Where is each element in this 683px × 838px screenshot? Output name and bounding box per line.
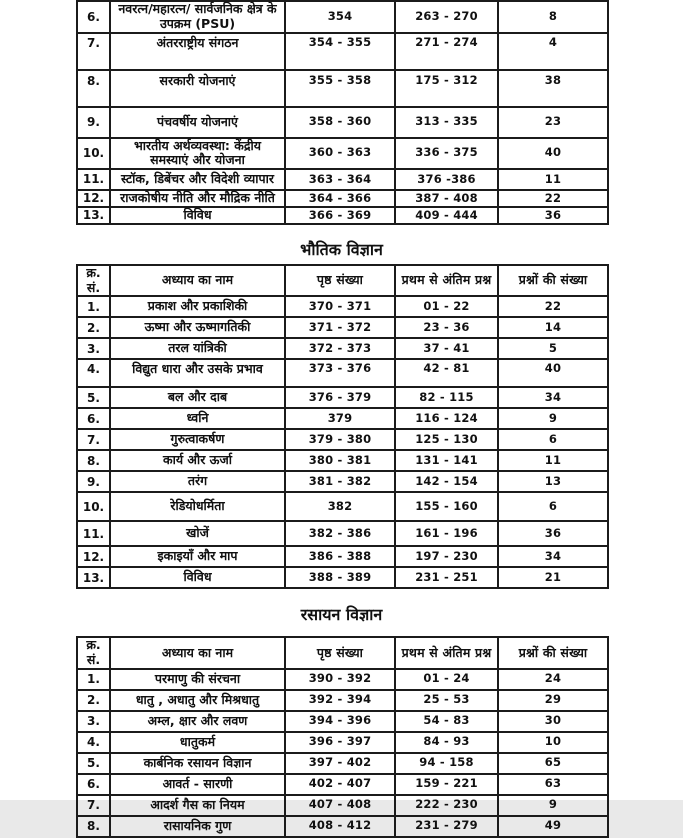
pages-cell: 380 - 381	[285, 450, 395, 471]
question-count-cell: 36	[498, 521, 608, 546]
pages-cell: 358 - 360	[285, 107, 395, 138]
table-row	[77, 690, 608, 711]
pages-cell: 370 - 371	[285, 296, 395, 317]
question-range-cell: 131 - 141	[395, 450, 498, 471]
question-range-cell: 263 - 270	[395, 1, 498, 33]
table-row	[77, 107, 608, 138]
serial-cell: 6.	[77, 408, 110, 429]
serial-cell: 9.	[77, 107, 110, 138]
column-header-serial: क्र. सं.	[77, 637, 110, 669]
pages-cell: 364 - 366	[285, 190, 395, 207]
pages-cell: 373 - 376	[285, 359, 395, 387]
serial-cell: 5.	[77, 387, 110, 408]
question-count-cell: 6	[498, 492, 608, 521]
question-range-cell: 161 - 196	[395, 521, 498, 546]
table-row	[77, 33, 608, 70]
question-range-cell: 222 - 230	[395, 795, 498, 816]
serial-cell: 11.	[77, 521, 110, 546]
table-row	[77, 774, 608, 795]
column-header-question-count: प्रश्नों की संख्या	[498, 637, 608, 669]
pages-cell: 397 - 402	[285, 753, 395, 774]
question-count-cell: 14	[498, 317, 608, 338]
table-row	[77, 387, 608, 408]
question-count-cell: 30	[498, 711, 608, 732]
pages-cell: 354	[285, 1, 395, 33]
question-count-cell: 6	[498, 429, 608, 450]
header-row	[77, 265, 608, 297]
question-count-cell: 40	[498, 138, 608, 170]
table-row	[77, 1, 608, 33]
pages-cell: 402 - 407	[285, 774, 395, 795]
question-range-cell: 125 - 130	[395, 429, 498, 450]
question-range-cell: 336 - 375	[395, 138, 498, 170]
chapter-cell: सरकारी योजनाएं	[110, 70, 285, 107]
section-title-chemistry: रसायन विज्ञान	[300, 605, 383, 625]
chapter-cell: आदर्श गैस का नियम	[110, 795, 285, 816]
question-count-cell: 22	[498, 190, 608, 207]
pages-cell: 379	[285, 408, 395, 429]
serial-cell: 1.	[77, 296, 110, 317]
question-count-cell: 29	[498, 690, 608, 711]
chapter-cell: स्टॉक, डिबेंचर और विदेशी व्यापार	[110, 169, 285, 190]
question-range-cell: 175 - 312	[395, 70, 498, 107]
chapter-cell: बल और दाब	[110, 387, 285, 408]
pages-cell: 394 - 396	[285, 711, 395, 732]
question-range-cell: 01 - 22	[395, 296, 498, 317]
serial-cell: 5.	[77, 753, 110, 774]
pages-cell: 376 - 379	[285, 387, 395, 408]
serial-cell: 2.	[77, 317, 110, 338]
chapter-cell: तरल यांत्रिकी	[110, 338, 285, 359]
question-range-cell: 197 - 230	[395, 546, 498, 567]
question-count-cell: 23	[498, 107, 608, 138]
pages-cell: 392 - 394	[285, 690, 395, 711]
table-row	[77, 408, 608, 429]
pages-cell: 408 - 412	[285, 816, 395, 837]
table-row	[77, 207, 608, 224]
table-row	[77, 190, 608, 207]
pages-cell: 360 - 363	[285, 138, 395, 170]
chapter-cell: कार्बनिक रसायन विज्ञान	[110, 753, 285, 774]
question-count-cell: 49	[498, 816, 608, 837]
pages-cell: 366 - 369	[285, 207, 395, 224]
column-header-pages: पृष्ठ संख्या	[285, 637, 395, 669]
pages-cell: 390 - 392	[285, 669, 395, 690]
table-row	[77, 169, 608, 190]
pages-cell: 371 - 372	[285, 317, 395, 338]
question-count-cell: 9	[498, 408, 608, 429]
chapter-cell: प्रकाश और प्रकाशिकी	[110, 296, 285, 317]
question-count-cell: 38	[498, 70, 608, 107]
question-count-cell: 13	[498, 471, 608, 492]
pages-cell: 379 - 380	[285, 429, 395, 450]
chapter-cell: रासायनिक गुण	[110, 816, 285, 837]
question-count-cell: 63	[498, 774, 608, 795]
serial-cell: 10.	[77, 492, 110, 521]
serial-cell: 10.	[77, 138, 110, 170]
question-count-cell: 34	[498, 387, 608, 408]
pages-cell: 355 - 358	[285, 70, 395, 107]
table-row	[77, 492, 608, 521]
pages-cell: 407 - 408	[285, 795, 395, 816]
serial-cell: 4.	[77, 732, 110, 753]
pages-cell: 396 - 397	[285, 732, 395, 753]
chapter-cell: भारतीय अर्थव्यवस्था: केंद्रीय समस्याएं और योजना	[110, 138, 285, 170]
question-range-cell: 159 - 221	[395, 774, 498, 795]
pages-cell: 386 - 388	[285, 546, 395, 567]
serial-cell: 12.	[77, 546, 110, 567]
serial-cell: 7.	[77, 795, 110, 816]
question-range-cell: 376 -386	[395, 169, 498, 190]
chapter-cell: परमाणु की संरचना	[110, 669, 285, 690]
table-row	[77, 816, 608, 837]
question-range-cell: 25 - 53	[395, 690, 498, 711]
serial-cell: 13.	[77, 567, 110, 588]
question-range-cell: 313 - 335	[395, 107, 498, 138]
table-row	[77, 546, 608, 567]
question-range-cell: 231 - 251	[395, 567, 498, 588]
table-row	[77, 711, 608, 732]
chapter-cell: अम्ल, क्षार और लवण	[110, 711, 285, 732]
column-header-serial: क्र. सं.	[77, 265, 110, 297]
chapter-cell: राजकोषीय नीति और मौद्रिक नीति	[110, 190, 285, 207]
chapter-cell: अंतरराष्ट्रीय संगठन	[110, 33, 285, 70]
table-row	[77, 296, 608, 317]
serial-cell: 6.	[77, 1, 110, 33]
question-range-cell: 37 - 41	[395, 338, 498, 359]
question-range-cell: 142 - 154	[395, 471, 498, 492]
serial-cell: 12.	[77, 190, 110, 207]
chapter-cell: धातु , अधातु और मिश्रधातु	[110, 690, 285, 711]
table-row	[77, 753, 608, 774]
column-header-pages: पृष्ठ संख्या	[285, 265, 395, 297]
question-range-cell: 409 - 444	[395, 207, 498, 224]
chapter-cell: नवरत्न/महारत्न/ सार्वजनिक क्षेत्र के उपक्रम (PSU)	[110, 1, 285, 33]
chapter-cell: खोजें	[110, 521, 285, 546]
table-row	[77, 669, 608, 690]
pages-cell: 381 - 382	[285, 471, 395, 492]
serial-cell: 6.	[77, 774, 110, 795]
toc-table-economics-partial	[76, 0, 609, 225]
question-count-cell: 40	[498, 359, 608, 387]
serial-cell: 8.	[77, 450, 110, 471]
toc-table-chemistry	[76, 636, 609, 838]
question-range-cell: 387 - 408	[395, 190, 498, 207]
table-row	[77, 429, 608, 450]
question-count-cell: 11	[498, 450, 608, 471]
question-count-cell: 36	[498, 207, 608, 224]
column-header-chapter: अध्याय का नाम	[110, 265, 285, 297]
chapter-cell: विविध	[110, 567, 285, 588]
question-count-cell: 10	[498, 732, 608, 753]
question-range-cell: 54 - 83	[395, 711, 498, 732]
serial-cell: 3.	[77, 338, 110, 359]
chapter-cell: ऊष्मा और ऊष्मागतिकी	[110, 317, 285, 338]
question-count-cell: 24	[498, 669, 608, 690]
question-range-cell: 271 - 274	[395, 33, 498, 70]
question-range-cell: 94 - 158	[395, 753, 498, 774]
header-row	[77, 637, 608, 669]
question-count-cell: 34	[498, 546, 608, 567]
table-row	[77, 359, 608, 387]
question-count-cell: 9	[498, 795, 608, 816]
serial-cell: 8.	[77, 70, 110, 107]
toc-table-physics	[76, 264, 609, 590]
question-range-cell: 116 - 124	[395, 408, 498, 429]
question-count-cell: 4	[498, 33, 608, 70]
question-range-cell: 155 - 160	[395, 492, 498, 521]
question-count-cell: 8	[498, 1, 608, 33]
pages-cell: 388 - 389	[285, 567, 395, 588]
question-range-cell: 82 - 115	[395, 387, 498, 408]
chapter-cell: तरंग	[110, 471, 285, 492]
column-header-question-range: प्रथम से अंतिम प्रश्न	[395, 265, 498, 297]
chapter-cell: रेडियोधर्मिता	[110, 492, 285, 521]
chapter-cell: पंचवर्षीय योजनाएं	[110, 107, 285, 138]
question-count-cell: 5	[498, 338, 608, 359]
serial-cell: 9.	[77, 471, 110, 492]
serial-cell: 3.	[77, 711, 110, 732]
column-header-question-range: प्रथम से अंतिम प्रश्न	[395, 637, 498, 669]
question-count-cell: 11	[498, 169, 608, 190]
question-range-cell: 42 - 81	[395, 359, 498, 387]
question-count-cell: 65	[498, 753, 608, 774]
table-row	[77, 317, 608, 338]
serial-cell: 1.	[77, 669, 110, 690]
table-row	[77, 138, 608, 170]
section-title-physics: भौतिक विज्ञान	[300, 239, 383, 259]
chapter-cell: विद्युत धारा और उसके प्रभाव	[110, 359, 285, 387]
table-row	[77, 795, 608, 816]
table-row	[77, 521, 608, 546]
column-header-question-count: प्रश्नों की संख्या	[498, 265, 608, 297]
table-row	[77, 338, 608, 359]
question-range-cell: 84 - 93	[395, 732, 498, 753]
question-range-cell: 01 - 24	[395, 669, 498, 690]
serial-cell: 4.	[77, 359, 110, 387]
pages-cell: 363 - 364	[285, 169, 395, 190]
serial-cell: 2.	[77, 690, 110, 711]
question-range-cell: 231 - 279	[395, 816, 498, 837]
chapter-cell: कार्य और ऊर्जा	[110, 450, 285, 471]
question-range-cell: 23 - 36	[395, 317, 498, 338]
pages-cell: 372 - 373	[285, 338, 395, 359]
chapter-cell: गुरुत्वाकर्षण	[110, 429, 285, 450]
serial-cell: 7.	[77, 429, 110, 450]
chapter-cell: आवर्त - सारणी	[110, 774, 285, 795]
table-row	[77, 732, 608, 753]
question-count-cell: 22	[498, 296, 608, 317]
pages-cell: 354 - 355	[285, 33, 395, 70]
chapter-cell: विविध	[110, 207, 285, 224]
column-header-chapter: अध्याय का नाम	[110, 637, 285, 669]
table-row	[77, 567, 608, 588]
chapter-cell: ध्वनि	[110, 408, 285, 429]
serial-cell: 13.	[77, 207, 110, 224]
chapter-cell: धातुकर्म	[110, 732, 285, 753]
table-row	[77, 70, 608, 107]
serial-cell: 7.	[77, 33, 110, 70]
serial-cell: 8.	[77, 816, 110, 837]
serial-cell: 11.	[77, 169, 110, 190]
pages-cell: 382	[285, 492, 395, 521]
question-count-cell: 21	[498, 567, 608, 588]
pages-cell: 382 - 386	[285, 521, 395, 546]
table-row	[77, 450, 608, 471]
chapter-cell: इकाइयाँ और माप	[110, 546, 285, 567]
table-row	[77, 471, 608, 492]
